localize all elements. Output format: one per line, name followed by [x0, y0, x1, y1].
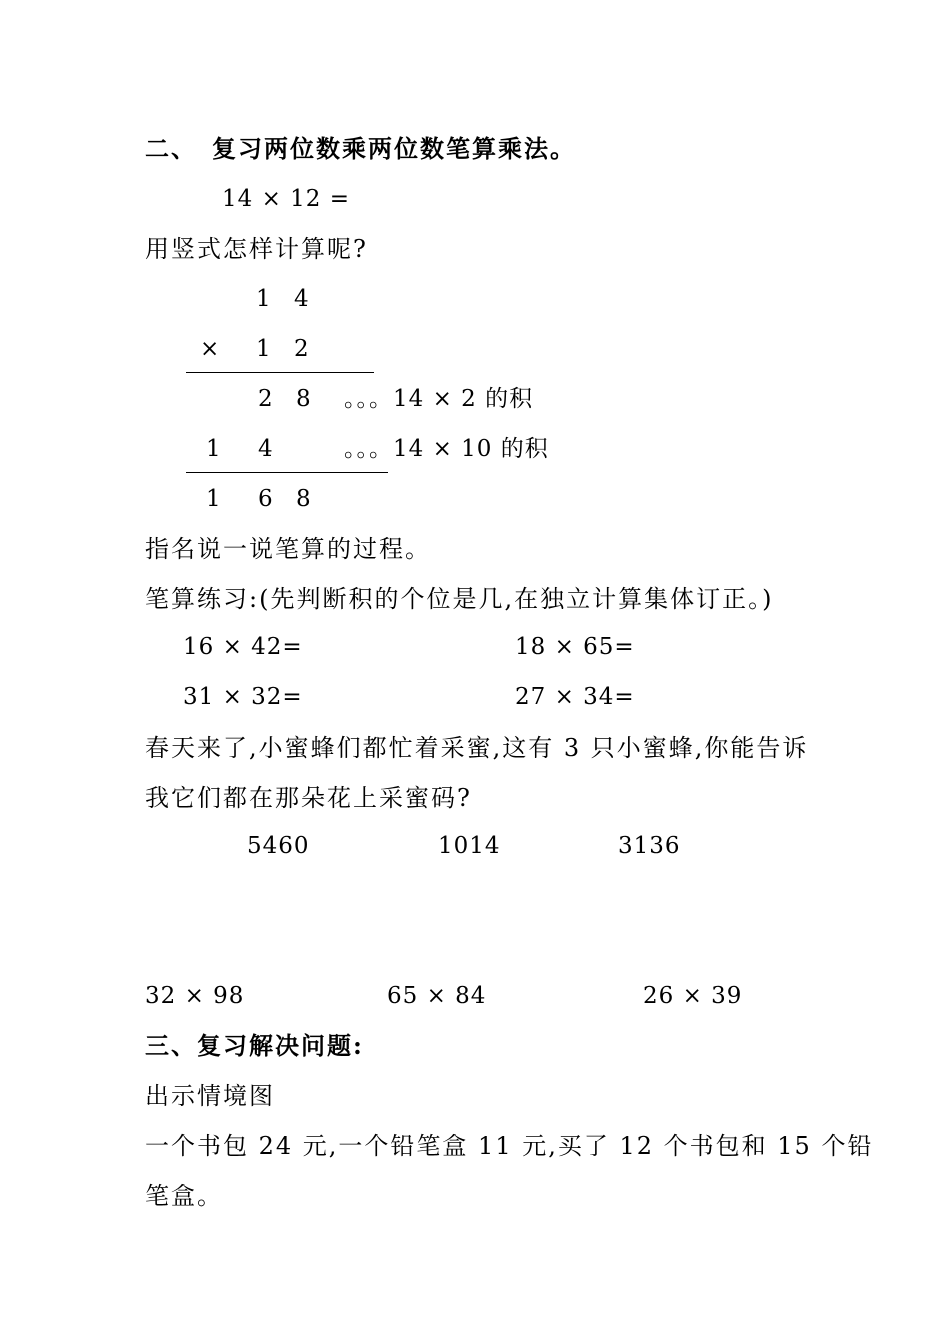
- digit: 2: [294, 336, 310, 362]
- digit: 1: [256, 336, 272, 362]
- flower-number: 5460: [247, 833, 310, 859]
- problem-text: 一个书包 24 元,一个铅笔盒 11 元,买了 12 个书包和 15 个铅: [145, 1132, 874, 1160]
- instruction-text: 指名说一说笔算的过程。: [145, 535, 431, 563]
- problem-text: 笔盒。: [145, 1182, 223, 1210]
- digit: 2: [258, 386, 274, 412]
- flower-number: 1014: [438, 833, 501, 859]
- digit: 4: [258, 436, 274, 462]
- story-text: 春天来了,小蜜蜂们都忙着采蜜,这有 3 只小蜜蜂,你能告诉: [145, 734, 809, 762]
- digit: 6: [258, 486, 274, 512]
- digit: 8: [296, 486, 312, 512]
- digit: 8: [296, 386, 312, 412]
- practice-item: 16 × 42=: [183, 634, 303, 660]
- bee-expression: 65 × 84: [387, 983, 487, 1009]
- show-picture-text: 出示情境图: [145, 1082, 275, 1110]
- digit: 4: [294, 286, 310, 312]
- section2-heading: 复习两位数乘两位数笔算乘法。: [212, 134, 576, 163]
- digit: 1: [256, 286, 272, 312]
- sum-line: [186, 372, 374, 373]
- sum-line: [186, 472, 388, 473]
- story-text: 我它们都在那朵花上采蜜码?: [145, 784, 472, 812]
- bee-expression: 26 × 39: [643, 983, 743, 1009]
- practice-item: 18 × 65=: [515, 634, 635, 660]
- digit: 1: [206, 486, 222, 512]
- practice-item: 31 × 32=: [183, 684, 303, 710]
- example-expression: 14 × 12 =: [222, 186, 351, 212]
- partial-product-note: 。。。14 × 10 的积: [344, 436, 549, 462]
- practice-title: 笔算练习:(先判断积的个位是几,在独立计算集体订正。): [145, 585, 774, 613]
- bee-expression: 32 × 98: [145, 983, 245, 1009]
- multiply-sign: ×: [200, 336, 221, 362]
- flower-number: 3136: [618, 833, 681, 859]
- practice-item: 27 × 34=: [515, 684, 635, 710]
- section3-heading: 三、复习解决问题:: [145, 1031, 364, 1060]
- question-text: 用竖式怎样计算呢?: [145, 235, 368, 263]
- digit: 1: [206, 436, 222, 462]
- partial-product-note: 。。。14 × 2 的积: [344, 386, 534, 412]
- section2-number: 二、: [145, 134, 197, 163]
